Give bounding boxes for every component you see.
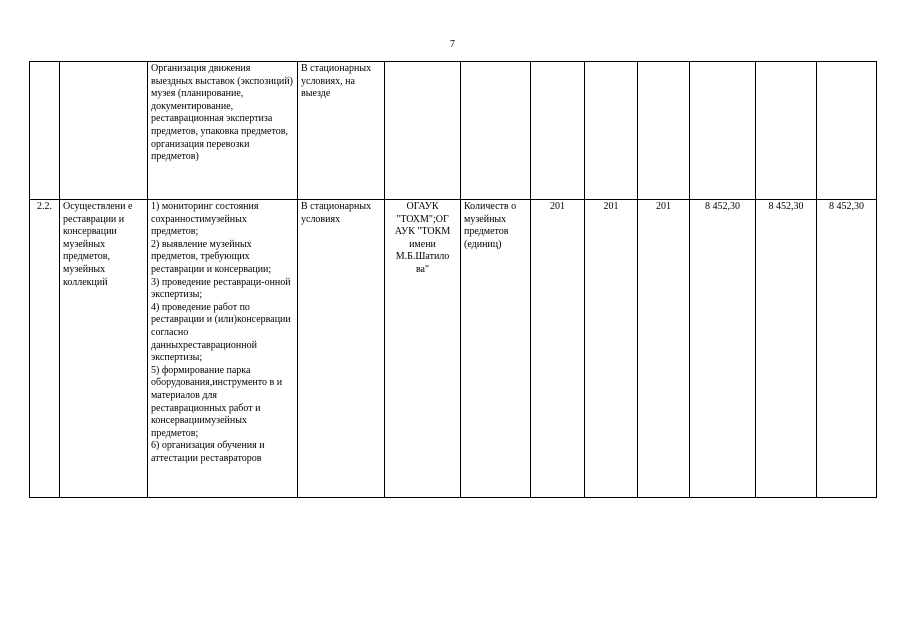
indicator-cell: Количеств о музейных предметов (единиц): [461, 200, 531, 498]
service-content-cell: Организация движения выездных выставок (экспозиций) музея (планирование, документирование, реставрационная экспертиза предметов, упаковка предметов, организация перевозки предметов): [148, 62, 298, 200]
service-content-cell: 1) мониторинг состояния сохранностимузейных предметов; 2) выявление музейных предметов, требующих реставрации и консервации; 3) проведение реставраци-онной экспертизы; 4) проведение работ по реставрации и (или)консервации согласно данныхреставрационной экспертизы; 5) формирование парка оборудования,инструменто в и материалов для реставрационных работ и консервациимузейных предметов; 6) организация обучения и аттестации реставраторов: [148, 200, 298, 498]
funding-cell: [690, 62, 756, 200]
conditions-cell: В стационарных условиях: [298, 200, 385, 498]
provider-cell: [385, 62, 461, 200]
value-cell: 201: [638, 200, 690, 498]
page-number: 7: [450, 39, 455, 50]
funding-cell: [817, 62, 877, 200]
service-name-cell: Осуществлени е реставрации и консервации музейных предметов, музейных коллекций: [60, 200, 148, 498]
value-cell: 201: [585, 200, 638, 498]
funding-cell: 8 452,30: [690, 200, 756, 498]
conditions-cell: В стационарных условиях, на выезде: [298, 62, 385, 200]
table-row: [30, 200, 877, 498]
funding-cell: 8 452,30: [756, 200, 817, 498]
value-cell: [638, 62, 690, 200]
value-cell: 201: [531, 200, 585, 498]
funding-cell: [756, 62, 817, 200]
table-row: [30, 62, 877, 200]
services-table: [29, 61, 877, 498]
funding-cell: 8 452,30: [817, 200, 877, 498]
indicator-cell: [461, 62, 531, 200]
value-cell: [585, 62, 638, 200]
service-name-cell: [60, 62, 148, 200]
row-number-cell: 2.2.: [30, 200, 60, 498]
provider-cell: ОГАУК "ТОХМ";ОГ АУК "ТОКМ имени М.Б.Шатило ва": [385, 200, 461, 498]
row-number-cell: [30, 62, 60, 200]
value-cell: [531, 62, 585, 200]
